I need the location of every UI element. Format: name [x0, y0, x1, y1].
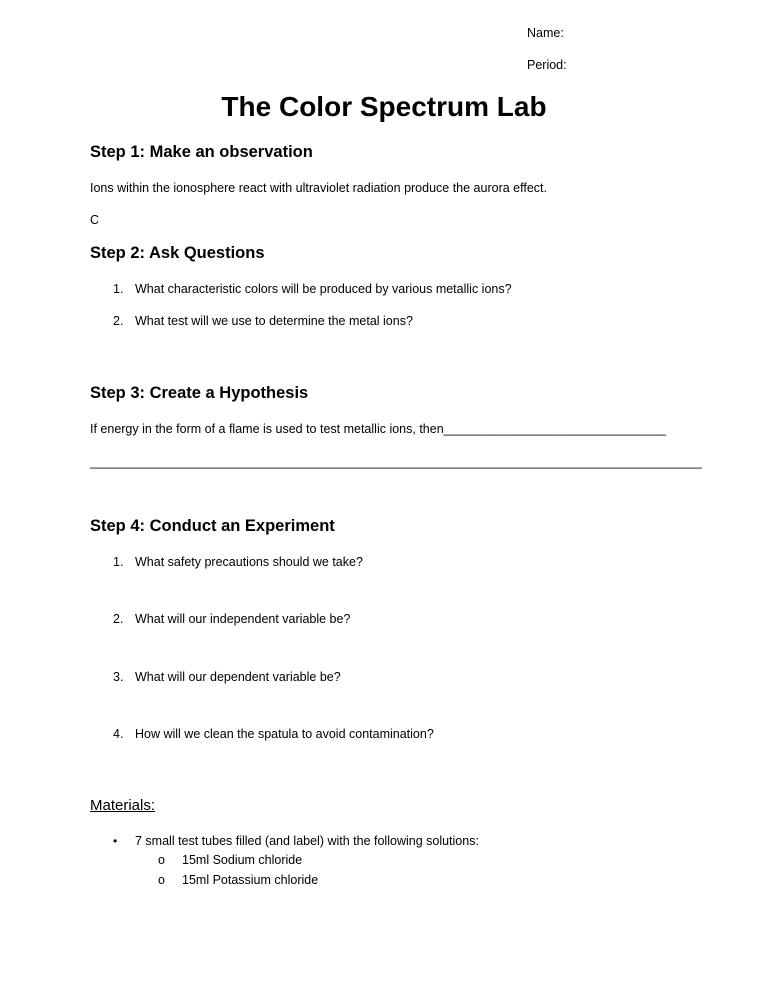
- step1-heading: Step 1: Make an observation: [90, 143, 313, 161]
- hypothesis-prompt: If energy in the form of a flame is used to test metallic ions, then________________________________: [90, 422, 667, 436]
- list-number: 4.: [113, 727, 124, 741]
- step2-heading: Step 2: Ask Questions: [90, 244, 265, 262]
- question-text: What safety precautions should we take?: [135, 555, 363, 569]
- step2-question-2: [113, 314, 413, 328]
- sub-item-text: 15ml Sodium chloride: [182, 853, 303, 867]
- materials-heading: Materials:: [90, 797, 156, 814]
- step4-question-2: [113, 612, 350, 626]
- period-label: Period:: [527, 58, 567, 72]
- hypothesis-answer-line: ________________________________________________________________________________________: [90, 455, 702, 469]
- materials-item-text: 7 small test tubes filled (and label) with the following solutions:: [135, 834, 479, 848]
- question-text: What test will we use to determine the metal ions?: [135, 314, 413, 328]
- question-text: What will our dependent variable be?: [135, 670, 341, 684]
- step4-question-4: [113, 727, 434, 741]
- name-label: Name:: [527, 26, 564, 40]
- step4-heading: Step 4: Conduct an Experiment: [90, 517, 335, 535]
- sub-bullet-icon: o: [158, 853, 165, 867]
- list-number: 2.: [113, 612, 124, 626]
- bullet-icon: •: [113, 834, 118, 848]
- list-number: 2.: [113, 314, 124, 328]
- page-title: The Color Spectrum Lab: [221, 91, 547, 122]
- step4-question-3: [113, 670, 341, 684]
- step2-question-1: [113, 282, 512, 296]
- materials-item: [113, 834, 479, 848]
- step4-question-1: [113, 555, 363, 569]
- sub-item-text: 15ml Potassium chloride: [182, 873, 319, 887]
- list-number: 1.: [113, 555, 124, 569]
- step3-heading: Step 3: Create a Hypothesis: [90, 384, 309, 402]
- materials-sub-item-1: [158, 853, 302, 867]
- list-number: 3.: [113, 670, 124, 684]
- step1-text: Ions within the ionosphere react with ultraviolet radiation produce the aurora effect.: [90, 181, 547, 195]
- question-text: What will our independent variable be?: [135, 612, 351, 626]
- question-text: What characteristic colors will be produced by various metallic ions?: [135, 282, 512, 296]
- sub-bullet-icon: o: [158, 873, 165, 887]
- materials-sub-item-2: [158, 873, 318, 887]
- step1-stray-text: C: [90, 213, 100, 227]
- list-number: 1.: [113, 282, 124, 296]
- question-text: How will we clean the spatula to avoid contamination?: [135, 727, 434, 741]
